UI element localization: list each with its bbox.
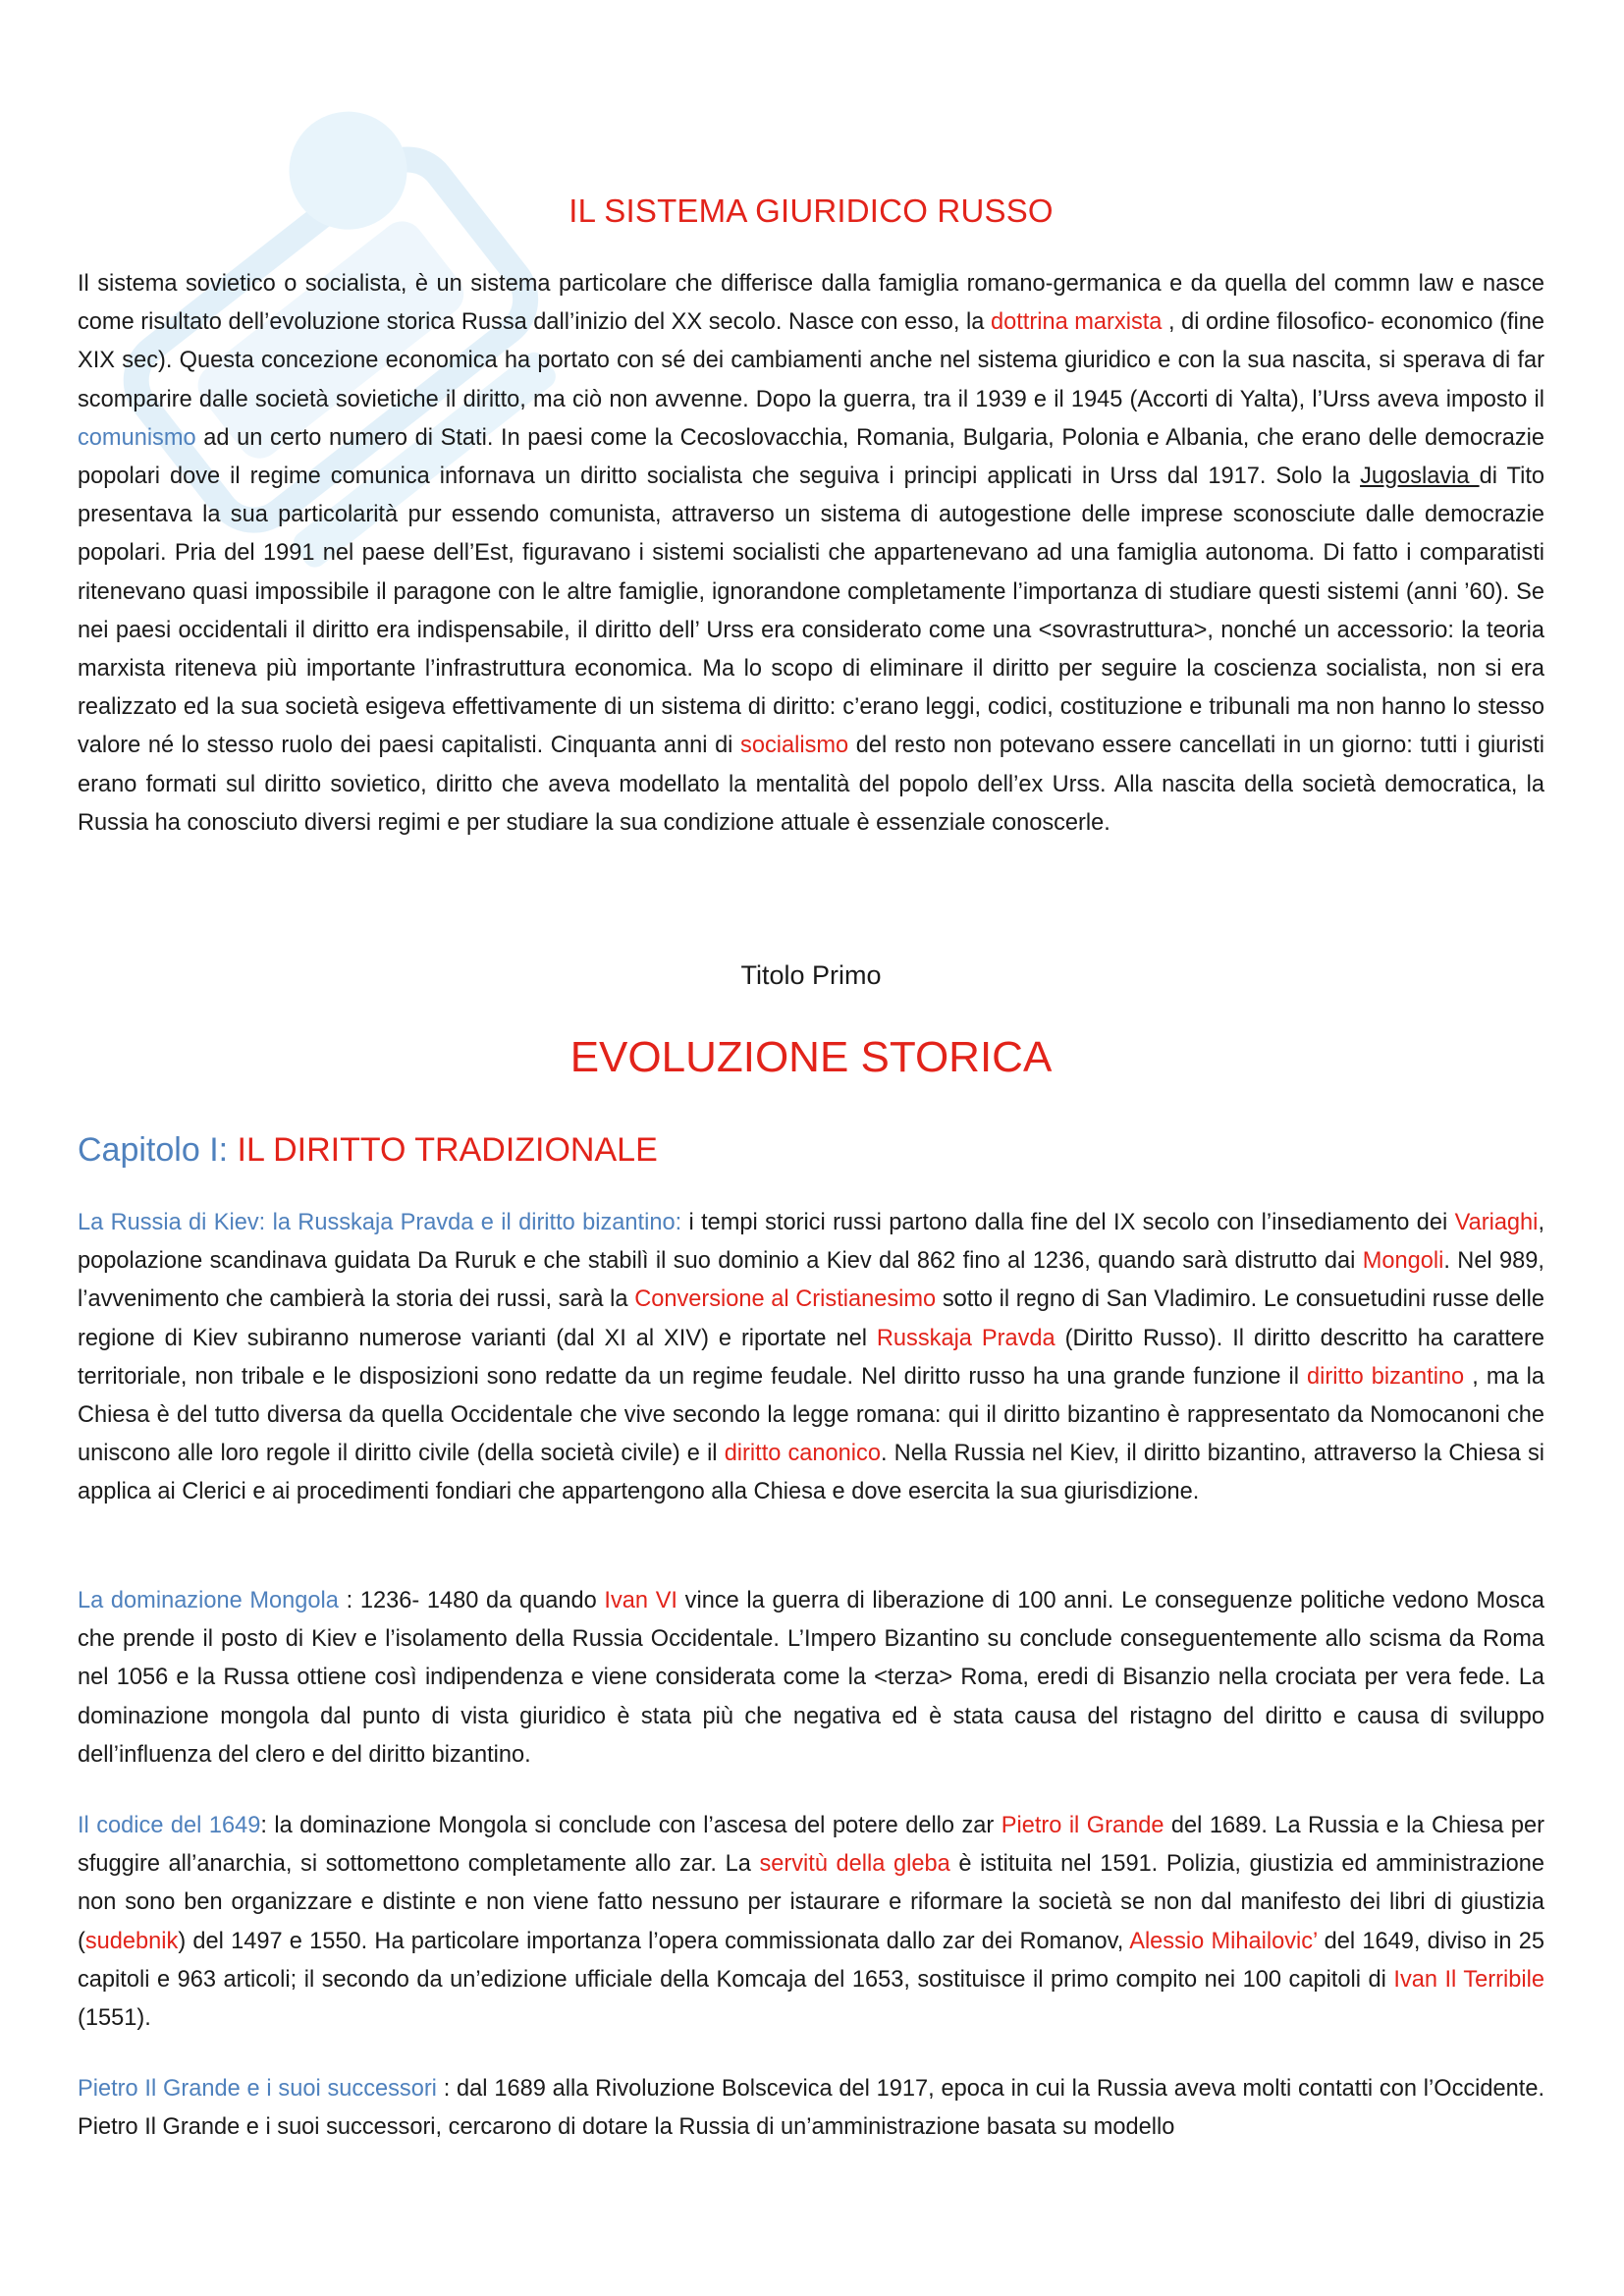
text-run: . Nel 989, l’avvenimento che cambierà la storia dei russi, sarà la [78, 1248, 1544, 1313]
text-run: . Nella Russia nel Kiev, il diritto bizantino, attraverso la Chiesa si applica ai Clerici e ai procedimenti fondiari che appartengono alla Chiesa e dove esercita la sua giurisdizione. [78, 1441, 1544, 1505]
text-run: (Diritto Russo). Il diritto descritto ha carattere territoriale, non tribale e le disposizioni sono redatte da un regime feudale. Nel diritto russo ha una grande funzione il [78, 1325, 1545, 1390]
highlight-term: Alessio Mihailovic’ [1129, 1928, 1318, 1954]
text-run: , popolazione scandinava guidata Da Ruruk e che stabilì il suo dominio a Kiev dal 862 fino al 1236, quando sarà distrutto dai [78, 1210, 1544, 1275]
paragraph-lead: La Russia di Kiev: la Russkaja Pravda e il diritto bizantino: [78, 1210, 682, 1235]
text-run: : la dominazione Mongola si conclude con l’ascesa del potere dello zar [260, 1813, 1001, 1838]
highlight-term: dottrina marxista [991, 309, 1163, 336]
paragraph-lead: Il codice del 1649 [78, 1813, 261, 1838]
chapter-heading [78, 1131, 658, 1170]
chapter-prefix: Capitolo I: [78, 1131, 238, 1169]
chapter-name: IL DIRITTO TRADIZIONALE [237, 1131, 658, 1169]
paragraph-pietro [78, 2070, 1544, 2147]
highlight-term: socialismo [740, 733, 849, 759]
text-run: : 1236- 1480 da quando [338, 1588, 605, 1613]
text-run: Il sistema sovietico o socialista, è un sistema particolare che differisce dalla famiglia romano-germanica e da quella del commn law e nasce come risultato dell’evoluzione storica Russa dall’inizio del XX secolo. Nasce con esso, la [78, 271, 1544, 336]
highlight-term: servitù della gleba [759, 1851, 950, 1878]
paragraph-mongola [78, 1582, 1544, 1775]
text-run: : dal 1689 alla Rivoluzione Bolscevica del 1917, epoca in cui la Russia aveva molti contatti con l’Occidente. Pietro Il Grande e i suoi successori, cercarono di dotare la Russia di un’amministrazione basata su modello [78, 2076, 1545, 2141]
underlined-term: Jugoslavia [1360, 464, 1480, 490]
titolo-label: Titolo Primo [740, 960, 882, 990]
highlight-term: diritto canonico [724, 1441, 881, 1467]
section-heading: EVOLUZIONE STORICA [569, 1033, 1053, 1081]
text-run: (1551). [78, 2005, 151, 2032]
text-run: , ma la Chiesa è del tutto diversa da quella Occidentale che vive secondo la legge romana: qui il diritto bizantino è rappresentato da Nomocanoni che uniscono alle loro regole il diritto civile (della società civile) e il [78, 1363, 1544, 1467]
paragraph-kiev [78, 1204, 1544, 1512]
text-run: vince la guerra di liberazione di 100 anni. Le conseguenze politiche vedono Mosca che prende il posto di Kiev e l’isolamento della Russia Occidentale. L’Impero Bizantino su conclude conseguentemente allo scisma da Roma nel 1056 e la Russa ottiene così indipendenza e viene considerata come la <terza> Roma, eredi di Bisanzio nella crociata per vera fede. La dominazione mongola dal punto di vista giuridico è stata più che negativa ed è stata causa del ristagno del diritto e causa di sviluppo dell’influenza del clero e del diritto bizantino. [78, 1588, 1544, 1768]
text-run: del 1689. La Russia e la Chiesa per sfuggire all’anarchia, si sottomettono completamente allo zar. La [78, 1813, 1544, 1878]
text-run: del 1649, diviso in 25 capitoli e 963 articoli; il secondo da un’edizione ufficiale della Komcaja del 1653, sostituisce il primo compito nei 100 capitoli di [78, 1928, 1545, 1993]
text-run: ad un certo numero di Stati. In paesi come la Cecoslovacchia, Romania, Bulgaria, Polonia e Albania, che erano delle democrazie popolari dove il regime comunica infornava un diritto socialista che seguiva i principi applicati in Urss dal 1917. Solo la [78, 424, 1544, 490]
paragraph-codice [78, 1807, 1544, 2038]
paragraph-lead: La dominazione Mongola [78, 1588, 339, 1613]
highlight-term: Ivan Il Terribile [1393, 1966, 1544, 1993]
text-run: , di ordine filosofico- economico (fine XIX sec). Questa concezione economica ha portato con sé dei cambiamenti anche nel sistema giuridico e con la sua nascita, si sperava di far scomparire dalle società sovietiche il diritto, ma ciò non avvenne. Dopo la guerra, tra il 1939 e il 1945 (Accorti di Yalta), l’Urss aveva imposto il [78, 309, 1544, 412]
highlight-term: Mongoli [1362, 1248, 1444, 1275]
text-run: del resto non potevano essere cancellati in un giorno: tutti i giuristi erano formati sul diritto sovietico, diritto che aveva modellato la mentalità del popolo dell’ex Urss. Alla nascita della società democratica, la Russia ha conosciuto diversi regimi e per studiare la sua condizione attuale è essenziale conoscerle. [78, 733, 1544, 836]
document-title: IL SISTEMA GIURIDICO RUSSO [568, 192, 1054, 229]
highlight-term: comunismo [78, 424, 196, 451]
paragraph-lead: Pietro Il Grande e i suoi successori [78, 2076, 437, 2102]
highlight-term: Russkaja Pravda [876, 1325, 1056, 1351]
text-run: sotto il regno di San Vladimiro. Le consuetudini russe delle regione di Kiev subiranno numerose varianti (dal XI al XIV) e riportate nel [78, 1286, 1544, 1351]
highlight-term: Ivan VI [604, 1588, 677, 1613]
highlight-term: sudebnik [84, 1928, 179, 1954]
highlight-term: diritto bizantino [1307, 1363, 1465, 1390]
highlight-term: Conversione al Cristianesimo [634, 1286, 937, 1313]
text-run: i tempi storici russi partono dalla fine del IX secolo con l’insediamento dei [681, 1210, 1455, 1235]
intro-paragraph [78, 265, 1544, 843]
highlight-term: Pietro il Grande [1001, 1813, 1164, 1838]
text-run: di Tito presentava la sua particolarità pur essendo comunista, attraverso un sistema di autogestione delle imprese sconosciute dalle democrazie popolari. Pria del 1991 nel paese dell’Est, figuravano i sistemi socialisti che appartenevano ad una famiglia autonoma. Di fatto i comparatisti ritenevano quasi impossibile il paragone con le altre famiglie, ignorandone completamente l’importanza di studiare questi sistemi (anni ’60). Se nei paesi occidentali il diritto era indispensabile, il diritto dell’ Urss era considerato come una <sovrastruttura>, nonché un accessorio: la teoria marxista riteneva più importante l’infrastruttura economica. Ma lo scopo di eliminare il diritto per seguire la coscienza socialista, non si era realizzato ed la sua società esigeva effettivamente di un sistema di diritto: c’erano leggi, codici, costituzione e tribunali ma non hanno lo stesso valore né lo stesso ruolo dei paesi capitalisti. Cinquanta anni di [78, 464, 1544, 759]
text-run: è istituita nel 1591. Polizia, giustizia ed amministrazione non sono ben organizzare e distinte e non viene fatto nessuno per istaurare e riformare la società se non dal manifesto dei libri di giustizia ( [78, 1851, 1544, 1954]
highlight-term: Variaghi [1454, 1210, 1539, 1235]
text-run: ) del 1497 e 1550. Ha particolare importanza l’opera commissionata dallo zar dei Romanov, [178, 1928, 1130, 1954]
